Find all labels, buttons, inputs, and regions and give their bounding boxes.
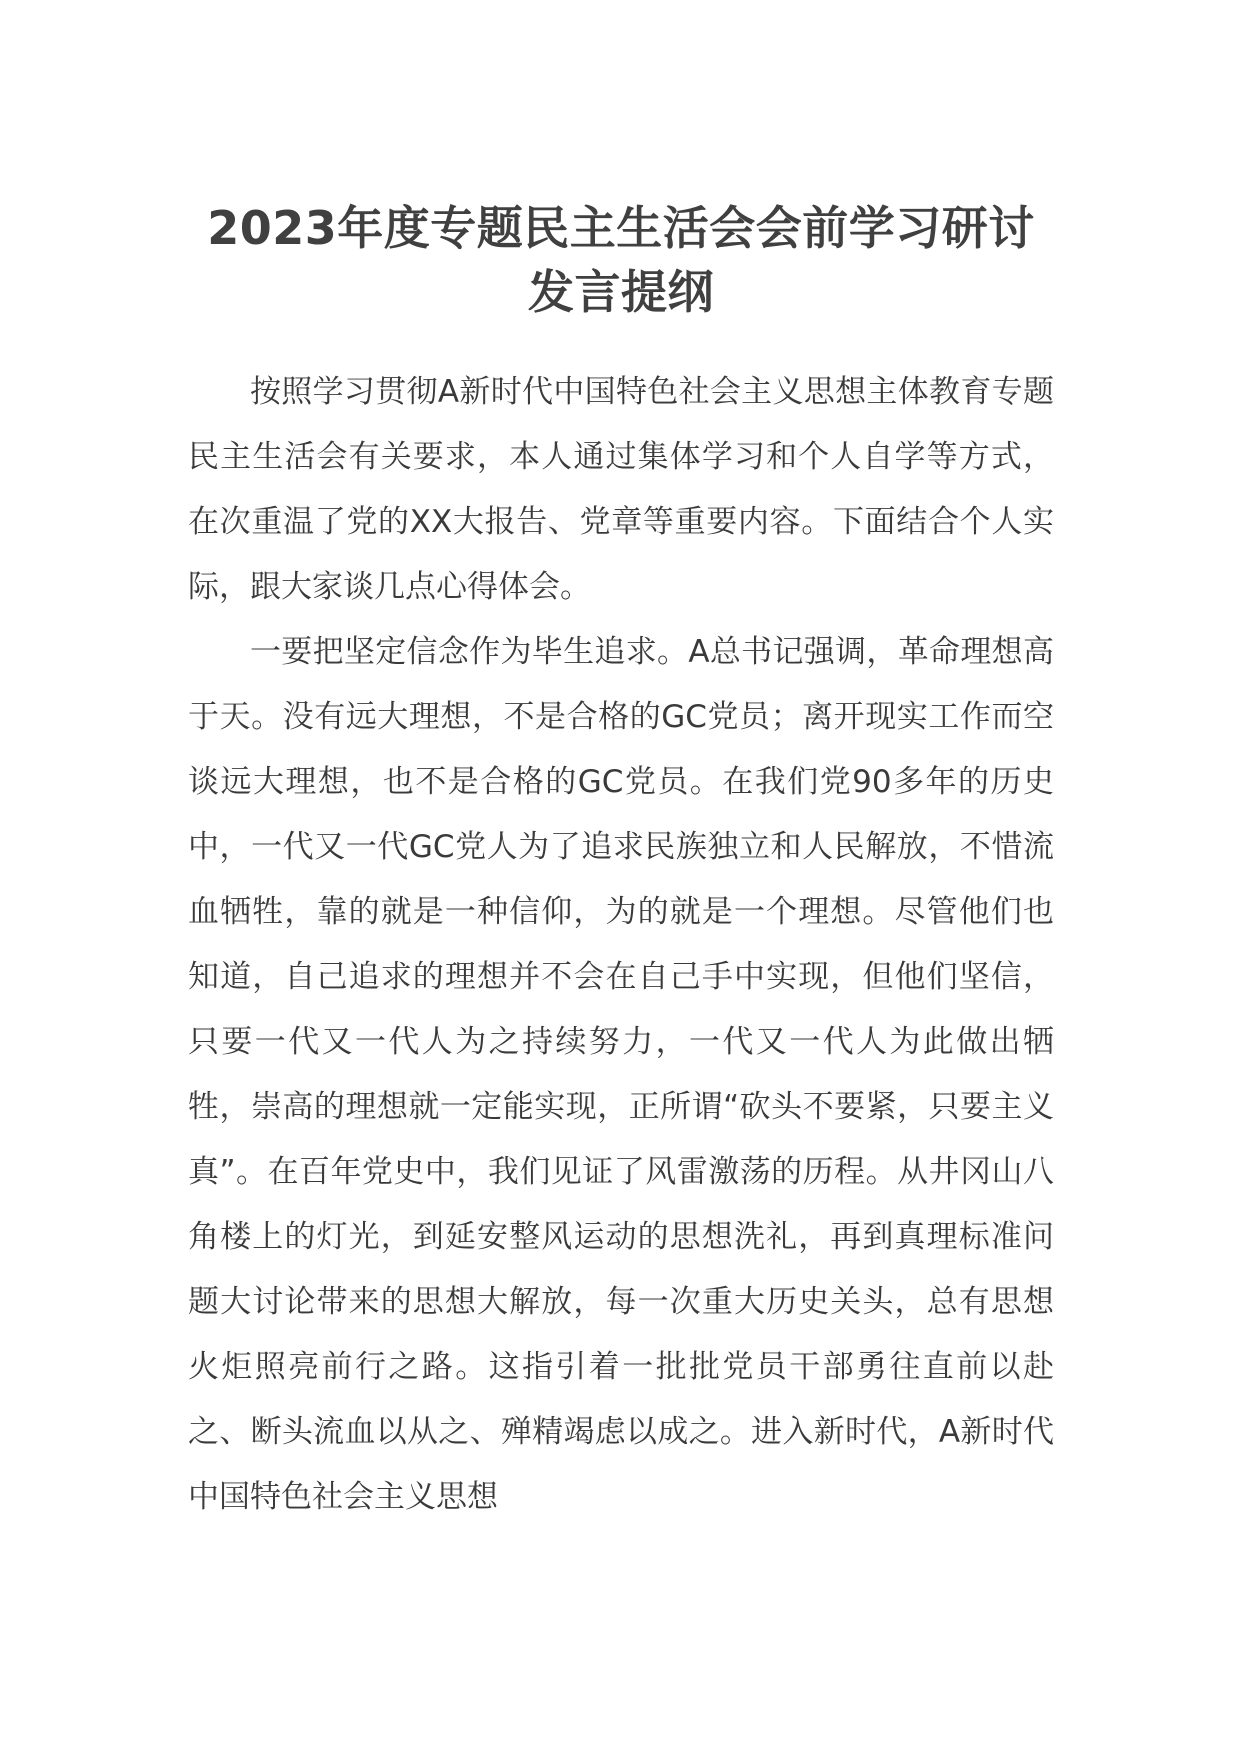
document-title: 2023年度专题民主生活会会前学习研讨发言提纲 (207, 201, 1035, 319)
paragraph-intro: 按照学习贯彻A新时代中国特色社会主义思想主体教育专题民主生活会有关要求，本人通过集体学习和个人自学等方式，在次重温了党的XX大报告、党章等重要内容。下面结合个人实际，跟大家谈几点心得体会。 (188, 374, 1054, 605)
paragraph-point-one: 一要把坚定信念作为毕生追求。A总书记强调，革命理想高于天。没有远大理想，不是合格的GC党员；离开现实工作而空谈远大理想，也不是合格的GC党员。在我们党90多年的历史中，一代又一代GC党人为了追求民族独立和人民解放，不惜流血牺牲，靠的就是一种信仰，为的就是一个理想。尽管他们也知道，自己追求的理想并不会在自己手中实现，但他们坚信，只要一代又一代人为之持续努力，一代又一代人为此做出牺牲，崇高的理想就一定能实现，正所谓“砍头不要紧，只要主义真”。在百年党史中，我们见证了风雷激荡的历程。从井冈山八角楼上的灯光，到延安整风运动的思想洗礼，再到真理标准问题大讨论带来的思想大解放，每一次重大历史关头，总有思想火炬照亮前行之路。这指引着一批批党员干部勇往直前以赴之、断头流血以从之、殚精竭虑以成之。进入新时代，A新时代中国特色社会主义思想 (188, 634, 1054, 1515)
document-body (188, 360, 1054, 1530)
